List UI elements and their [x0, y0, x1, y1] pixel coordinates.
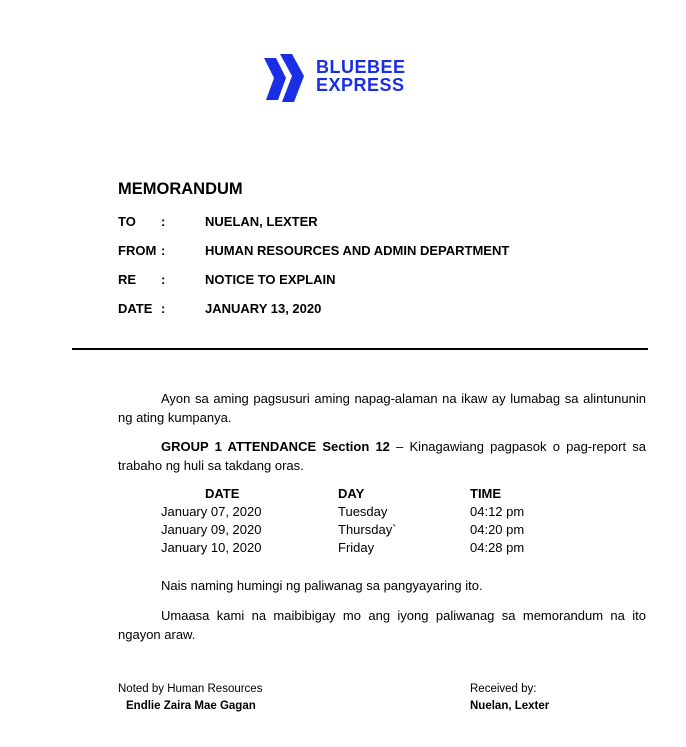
date-value: JANUARY 13, 2020	[205, 301, 322, 316]
received-by-name: Nuelan, Lexter	[470, 700, 550, 712]
date-label: DATE	[118, 301, 153, 316]
received-by-label: Received by:	[470, 683, 537, 695]
to-value: NUELAN, LEXTER	[205, 214, 318, 229]
row-time: 04:12 pm	[470, 504, 525, 519]
row-day: Tuesday	[338, 504, 388, 519]
body-paragraph-2	[118, 437, 646, 475]
logo-line-1: BLUEBEE	[316, 57, 406, 77]
body-paragraph-4: Umaasa kami na maibibigay mo ang iyong paliwanag sa memorandum na ito ngayon araw.	[118, 608, 646, 642]
from-label: FROM	[118, 243, 157, 258]
header-divider	[72, 348, 648, 350]
violation-description: – Kinagawiang pagpasok o pag-report sa trabaho ng huli sa takdang oras.	[118, 439, 646, 473]
row-date: January 10, 2020	[161, 540, 262, 555]
body-paragraph-3: Nais naming humingi ng paliwanag sa pangyayaring ito.	[161, 578, 483, 593]
logo-line-2: EXPRESS	[316, 75, 405, 95]
noted-by-block	[118, 681, 262, 715]
received-by-block	[470, 681, 549, 715]
header-day: DAY	[338, 486, 365, 501]
re-colon: :	[161, 272, 166, 287]
noted-by-name: Endlie Zaira Mae Gagan	[126, 700, 256, 712]
re-value: NOTICE TO EXPLAIN	[205, 272, 336, 287]
header-date: DATE	[205, 486, 240, 501]
to-colon: :	[161, 214, 166, 229]
noted-by-label: Noted by Human Resources	[118, 683, 263, 695]
row-time: 04:28 pm	[470, 540, 525, 555]
row-date: January 07, 2020	[161, 504, 262, 519]
from-value: HUMAN RESOURCES AND ADMIN DEPARTMENT	[205, 243, 510, 258]
date-colon: :	[161, 301, 166, 316]
row-day: Thursday`	[338, 522, 397, 537]
to-label: TO	[118, 214, 136, 229]
re-label: RE	[118, 272, 137, 287]
company-logo	[262, 54, 422, 106]
header-time: TIME	[470, 486, 502, 501]
body-paragraph-1: Ayon sa aming pagsusuri aming napag-alaman na ikaw ay lumabag sa alintununin ng ating kumpanya.	[118, 391, 646, 425]
bluebee-chevron-logo-icon	[262, 54, 312, 106]
violation-reference: GROUP 1 ATTENDANCE Section 12	[161, 439, 390, 454]
row-day: Friday	[338, 540, 375, 555]
from-colon: :	[161, 243, 166, 258]
logo-wordmark	[316, 58, 406, 94]
row-date: January 09, 2020	[161, 522, 262, 537]
memo-title: MEMORANDUM	[118, 180, 243, 198]
row-time: 04:20 pm	[470, 522, 525, 537]
